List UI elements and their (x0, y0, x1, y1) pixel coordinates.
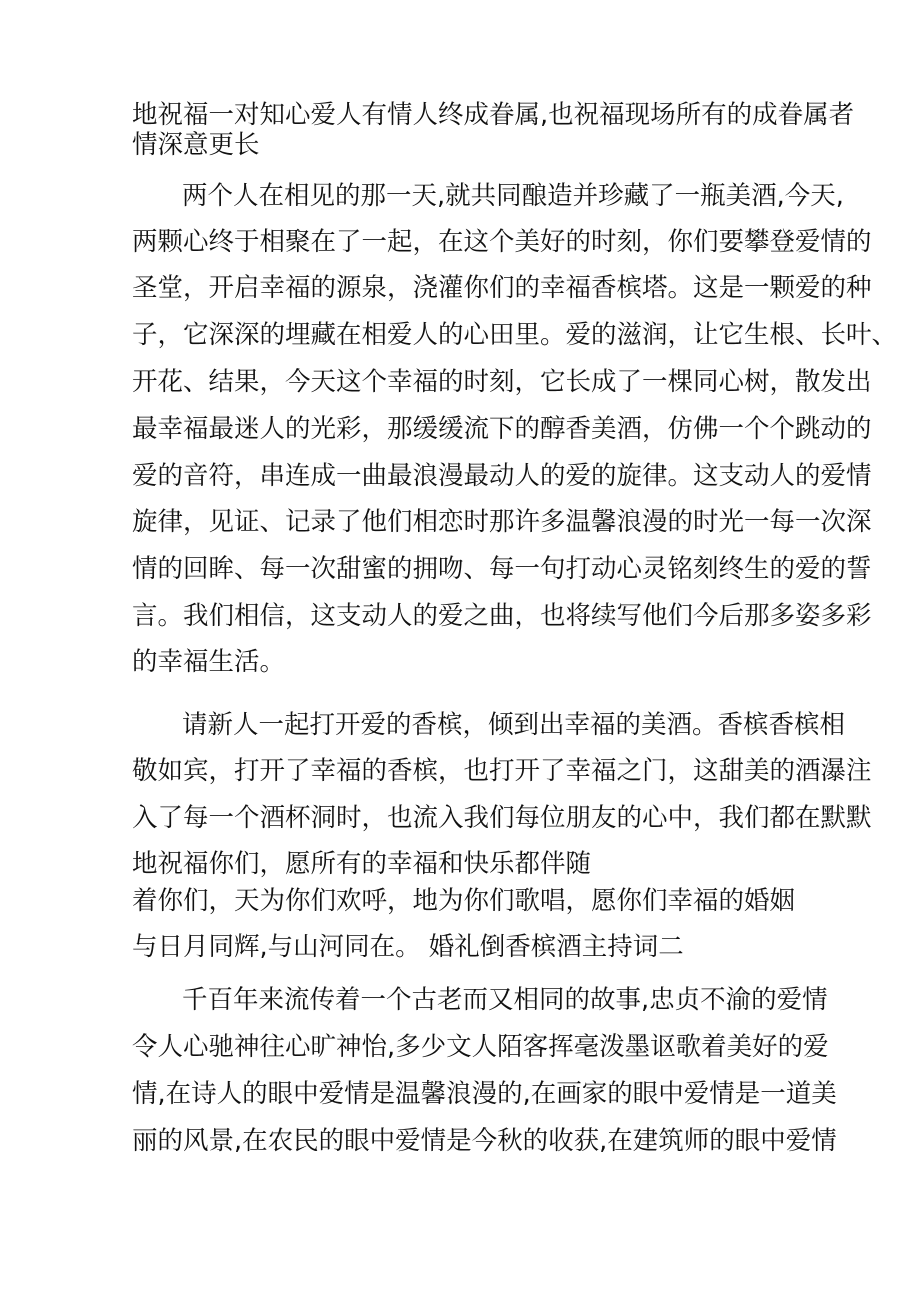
text-line: 情的回眸、每一次甜蜜的拥吻、每一句打动心灵铭刻终生的爱的誓 (132, 554, 872, 584)
text-line: 圣堂，开启幸福的源泉，浇灌你们的幸福香槟塔。这是一颗爱的种 (132, 273, 872, 303)
text-line: 子，它深深的埋藏在相爱人的心田里。爱的滋润，让它生根、长叶、 (132, 320, 898, 350)
text-line: 爱的音符，串连成一曲最浪漫最动人的爱的旋律。这支动人的爱情 (132, 461, 872, 491)
text-line: 旋律，见证、记录了他们相恋时那许多温馨浪漫的时光一每一次深 (132, 507, 872, 537)
text-line: 入了每一个酒杯洞时，也流入我们每位朋友的心中，我们都在默默 (132, 803, 872, 833)
text-line: 言。我们相信，这支动人的爱之曲，也将续写他们今后那多姿多彩 (132, 601, 872, 631)
text-line: 情深意更长 (132, 130, 260, 160)
text-line: 地祝福一对知心爱人有情人终成眷属,也祝福现场所有的成眷属者 (132, 100, 855, 130)
text-line: 千百年来流传着一个古老而又相同的故事,忠贞不渝的爱情 (182, 985, 828, 1015)
text-line: 开花、结果，今天这个幸福的时刻，它长成了一棵同心树，散发出 (132, 367, 872, 397)
text-line: 地祝福你们，愿所有的幸福和快乐都伴随 (132, 849, 592, 879)
text-line: 情,在诗人的眼中爱情是温馨浪漫的,在画家的眼中爱情是一道美 (132, 1079, 837, 1109)
text-line: 请新人一起打开爱的香槟，倾到出幸福的美酒。香槟香槟相 (182, 710, 846, 740)
text-line: 两个人在相见的那一天,就共同酿造并珍藏了一瓶美酒,今天, (182, 181, 844, 211)
text-line: 敬如宾，打开了幸福的香槟，也打开了幸福之门，这甜美的酒瀑注 (132, 756, 872, 786)
text-line: 的幸福生活。 (132, 647, 286, 677)
text-line: 丽的风景,在农民的眼中爱情是今秋的收获,在建筑师的眼中爱情 (132, 1126, 837, 1156)
text-line: 与日月同辉,与山河同在。 婚礼倒香槟酒主持词二 (132, 932, 684, 962)
text-line: 两颗心终于相聚在了一起，在这个美好的时刻，你们要攀登爱情的 (132, 227, 872, 257)
text-line: 令人心驰神往心旷神怡,多少文人陌客挥毫泼墨讴歌着美好的爱 (132, 1032, 829, 1062)
text-line: 最幸福最迷人的光彩，那缓缓流下的醇香美酒，仿佛一个个跳动的 (132, 414, 872, 444)
text-line: 着你们，天为你们欢呼，地为你们歌唱，愿你们幸福的婚姻 (132, 886, 796, 916)
